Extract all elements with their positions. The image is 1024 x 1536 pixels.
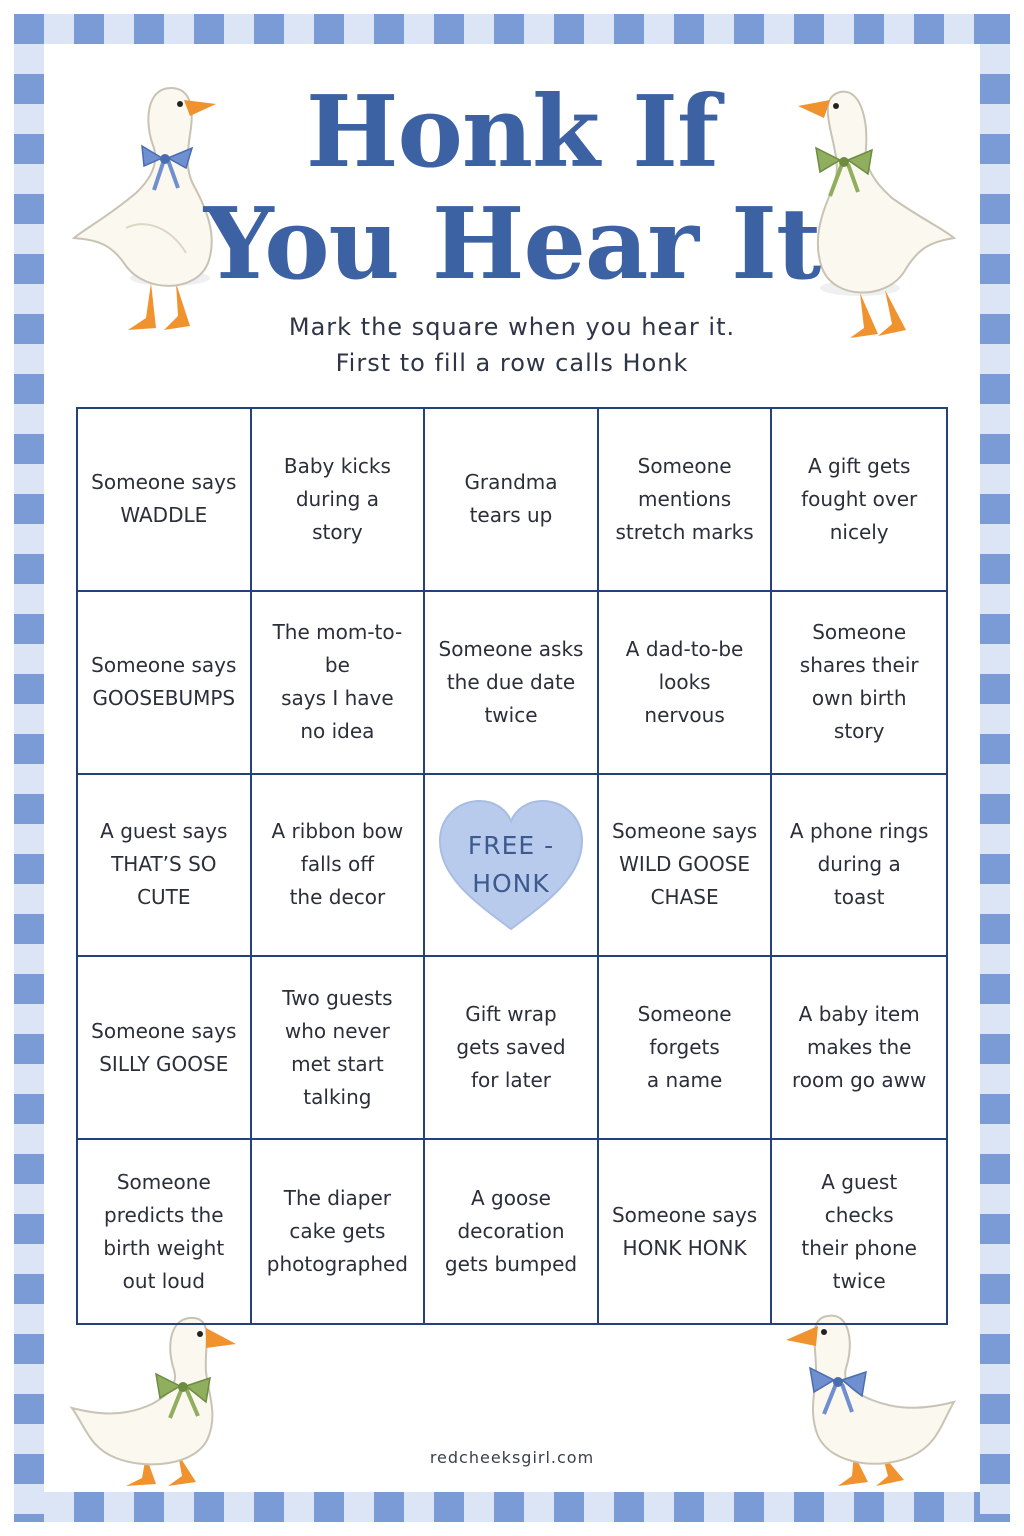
bingo-cell[interactable] <box>599 592 773 775</box>
bingo-cell-text: Gift wrap gets saved for later <box>456 1002 566 1093</box>
bingo-cell[interactable] <box>425 592 599 775</box>
page-title-line-2: You Hear It <box>203 187 821 302</box>
bingo-cell-text: A gift gets fought over nicely <box>801 453 918 544</box>
bingo-cell[interactable] <box>599 957 773 1140</box>
bingo-cell-text: A phone rings during a toast <box>789 819 929 910</box>
bingo-cell-text: Someone says WADDLE <box>91 470 237 528</box>
bingo-cell[interactable] <box>772 957 946 1140</box>
bingo-cell[interactable] <box>599 409 773 592</box>
bingo-cell-text: Someone mentions stretch marks <box>615 453 754 544</box>
bingo-cell[interactable] <box>772 592 946 775</box>
instructions-line-2: First to fill a row calls Honk <box>335 349 689 377</box>
bingo-cell-text: A ribbon bow falls off the decor <box>271 819 404 910</box>
bingo-cell[interactable] <box>252 775 426 958</box>
instructions-line-1: Mark the square when you hear it. <box>288 313 736 341</box>
bingo-cell[interactable] <box>425 1140 599 1323</box>
bingo-cell[interactable] <box>772 775 946 958</box>
bingo-cell-text: The diaper cake gets photographed <box>266 1186 408 1277</box>
gingham-border-right <box>980 14 1010 1522</box>
bingo-cell-text: Baby kicks during a story <box>283 453 391 544</box>
bingo-cell[interactable] <box>772 409 946 592</box>
bingo-cell-text: Someone forgets a name <box>637 1002 732 1093</box>
bingo-cell[interactable] <box>425 409 599 592</box>
bingo-cell-text: The mom-to-be says I have no idea <box>272 620 403 744</box>
bingo-cell[interactable] <box>252 592 426 775</box>
gingham-border-top <box>14 14 1010 44</box>
bingo-cell-text: Someone says SILLY GOOSE <box>91 1018 237 1076</box>
bingo-cell-text: Someone asks the due date twice <box>438 636 584 727</box>
bingo-cell[interactable] <box>252 409 426 592</box>
goose-blue-bow-icon <box>782 1304 962 1488</box>
bingo-cell-text: Two guests who never met start talking <box>282 985 393 1109</box>
bingo-cell-text: Someone says GOOSEBUMPS <box>91 653 237 711</box>
gingham-border-left <box>14 14 44 1522</box>
bingo-cell[interactable] <box>78 409 252 592</box>
bingo-cell-text: A dad-to-be looks nervous <box>625 636 744 727</box>
bingo-cell-text: Someone shares their own birth story <box>799 620 919 744</box>
goose-green-bow-icon <box>66 1308 236 1488</box>
bingo-cell[interactable] <box>425 957 599 1140</box>
free-space-label: FREE - HONK <box>467 830 555 898</box>
bingo-cell[interactable] <box>252 1140 426 1323</box>
bingo-cell[interactable] <box>599 775 773 958</box>
bingo-cell-text: A baby item makes the room go aww <box>792 1002 927 1093</box>
bingo-cell[interactable] <box>252 957 426 1140</box>
bingo-cell[interactable] <box>78 775 252 958</box>
bingo-cell-text: A guest checks their phone twice <box>801 1169 917 1293</box>
bingo-cell-text: Someone predicts the birth weight out loud <box>103 1169 225 1293</box>
bingo-cell-text: Someone says WILD GOOSE CHASE <box>611 819 758 910</box>
bingo-cell-text: A goose decoration gets bumped <box>444 1186 578 1277</box>
bingo-cell[interactable] <box>599 1140 773 1323</box>
bingo-cell-text: Someone says HONK HONK <box>611 1202 758 1260</box>
page-title-line-1: Honk If <box>305 75 719 190</box>
bingo-cell[interactable] <box>78 1140 252 1323</box>
bingo-cell[interactable] <box>78 592 252 775</box>
bingo-cell[interactable] <box>772 1140 946 1323</box>
bingo-grid <box>76 407 948 1325</box>
free-space-cell[interactable] <box>425 775 599 958</box>
bingo-cell-text: A guest says THAT’S SO CUTE <box>100 819 228 910</box>
footer-website: redcheeksgirl.com <box>429 1448 595 1467</box>
gingham-border-bottom <box>14 1492 1010 1522</box>
bingo-cell-text: Grandma tears up <box>464 470 558 528</box>
bingo-cell[interactable] <box>78 957 252 1140</box>
